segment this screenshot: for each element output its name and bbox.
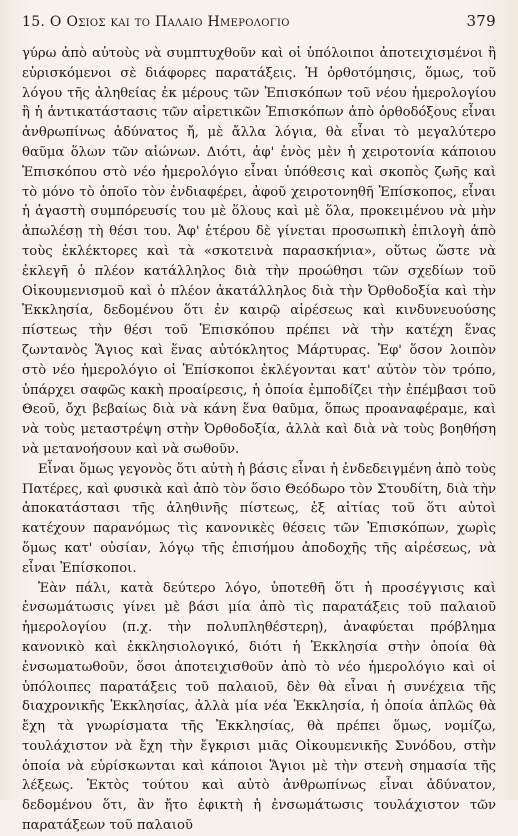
- body-text: [22, 44, 496, 836]
- page-number: 379: [466, 12, 496, 30]
- paragraph: Εἶναι ὅμως γεγονὸς ὅτι αὐτὴ ἡ βάσις εἶναι ἡ ἐνδεδειγμένη ἀπὸ τοὺς Πατέρες, καὶ φυσικὰ καὶ ἀπὸ τὸν ὅσιο Θεόδωρο τὸν Στουδίτη, διὰ τὴν ἀποκατάστασι τῆς ἀληθινῆς πίστεως, ἐξ αἰτίας τοῦ ὅτι αὐτοὶ κατέχουν παρανόμως τὶς κανονικὲς θέσεις τῶν Ἐπισκόπων, χωρὶς ὅμως κατ' οὐσίαν, λόγῳ τῆς ἐπισήμου ἀποδοχῆς τῆς αἱρέσεως, νὰ εἶναι Ἐπίσκοποι.: [22, 461, 496, 576]
- running-header: [22, 12, 496, 38]
- chapter-running-title: 15. Ο Οσιος και το Παλαιο Ημερολογιο: [22, 14, 290, 30]
- paragraph: γύρω ἀπὸ αὐτοὺς νὰ συμπτυχθοῦν καὶ οἱ ὑπόλοιποι ἀποτειχισμένοι ἢ εὑρισκόμενοι σὲ διάφορες παρατάξεις. Ἡ ὀρθοτόμησις, ὅμως, τοῦ λόγου τῆς ἀληθείας ἐκ μέρους τῶν Ἐπισκόπων τοῦ νέου ἡμερολογίου ἢ ἡ ἀντικατάστασις τῶν αἱρετικῶν Ἐπισκόπων ἀπὸ ὀρθοδόξους εἶναι ἀνθρωπίνως ἀδύνατος ἤ, μὲ ἄλλα λόγια, θὰ εἶναι τὸ μεγαλύτερο θαῦμα ὅλων τῶν αἰώνων. Διότι, ἀφ' ἑνὸς μὲν ἡ χειροτονία κάποιου Ἐπισκόπου στὸ νέο ἡμερολόγιο εἶναι ὑπόθεσις καὶ σκοπὸς ζωῆς καὶ τὸ μόνο τὸ ὁποῖο τὸν ἐνδιαφέρει, ἀφοῦ χειροτονηθῆ Ἐπίσκοπος, εἶναι ἡ ἀγαστὴ συμπόρευσίς του μὲ ὅλους καὶ μὲ ὅλα, προκειμένου νὰ μὴν ἀπωλέσῃ τὴ θέσι του. Ἀφ' ἑτέρου δὲ γίνεται προσωπικὴ ἐπιλογὴ ἀπὸ τοὺς ἐκλέκτορες καὶ τὰ «σκοτεινὰ παρασκήνια», οὕτως ὥστε νὰ ἐκλεγῆ ὁ πλέον κατάλληλος διὰ τὴν προώθησι τῶν σχεδίων τοῦ Οἰκουμενισμοῦ καὶ ὁ πλέον ἀκατάλληλος διὰ τὴν Ὀρθοδοξία καὶ τὴν Ἐκκλησία, δεδομένου ὅτι ἐν καιρῷ αἱρέσεως καὶ κινδυνευούσης πίστεως τὴν θέσι τοῦ Ἐπισκόπου πρέπει νὰ τὴν κατέχη ἕνας ζωντανὸς Ἅγιος καὶ ἕνας αὐτόκλητος Μάρτυρας. Ἐφ' ὅσον λοιπὸν στὸ νέο ἡμερολόγιο οἱ Ἐπίσκοποι ἐκλέγονται κατ' αὐτὸν τὸν τρόπο, ὑπάρχει σαφῶς κακὴ προαίρεσις, ἡ ὁποία ἐμποδίζει τὴν ἐπέμβασι τοῦ Θεοῦ, ὄχι βεβαίως διὰ νὰ κάνη ἕνα θαῦμα, ὅπως προαναφέραμε, καὶ νὰ τοὺς μεταστρέψη στὴν Ὀρθοδοξία, ἀλλὰ καὶ διὰ νὰ τοὺς βοηθήση νὰ μετανοήσουν καὶ νὰ σωθοῦν.: [22, 46, 496, 457]
- paragraph: Ἐὰν πάλι, κατὰ δεύτερο λόγο, ὑποτεθῆ ὅτι ἡ προσέγγισις καὶ ἐνσωμάτωσις γίνει μὲ βάσι μία ἀπὸ τὶς παρατάξεις τοῦ παλαιοῦ ἡμερολογίου (π.χ. τὴν πολυπληθέστερη), ἀναφύεται πρόβλημα κανονικὸ καὶ ἐκκλησιολογικό, διότι ἡ Ἐκκλησία στὴν ὁποία θὰ ἐνσωματωθοῦν, ὅσοι ἀποτειχισθοῦν ἀπὸ τὸ νέο ἡμερολόγιο καὶ οἱ ὑπόλοιπες παρατάξεις τοῦ παλαιοῦ, δὲν θὰ εἶναι ἡ συνέχεια τῆς διαχρονικῆς Ἐκκλησίας, ἀλλὰ μία νέα Ἐκκλησία, ἡ ὁποία ἁπλῶς θὰ ἔχη τὰ γνωρίσματα τῆς Ἐκκλησίας, θὰ πρέπει ὅμως, νομίζω, τουλάχιστον νὰ ἔχη τὴν ἔγκρισι μιᾶς Οἰκουμενικῆς Συνόδου, στὴν ὁποία νὰ εὑρίσκωνται καὶ κάποιοι Ἅγιοι μὲ τὴν στενὴ σημασία τῆς λέξεως. Ἐκτὸς τούτου καὶ αὐτὸ ἀνθρωπίνως εἶναι ἀδύνατον, δεδομένου ὅτι, ἂν ἤτο ἐφικτὴ ἡ ἐνσωμάτωσις τουλάχιστον τῶν παρατάξεων τοῦ παλαιοῦ: [22, 580, 496, 834]
